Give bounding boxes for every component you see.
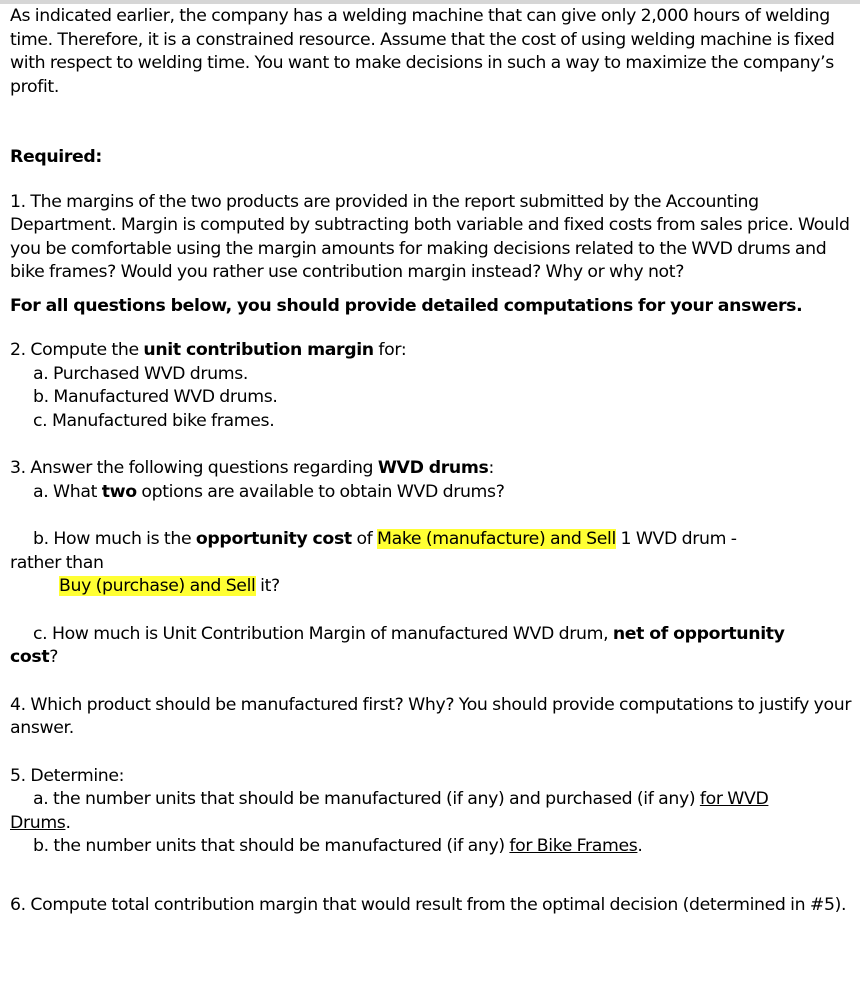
question-4: 4. Which product should be manufactured first? Why? You should provide computations to justify your answer. xyxy=(10,694,852,738)
question-2a: a. Purchased WVD drums. xyxy=(33,363,249,384)
question-3: 3. Answer the following questions regarding WVD drums: xyxy=(10,458,494,478)
question-2c: c. Manufactured bike frames. xyxy=(33,410,275,431)
question-5: 5. Determine: xyxy=(10,765,125,786)
document-body xyxy=(10,5,855,921)
question-1: 1. The margins of the two products are provided in the report submitted by the Accounting Department. Margin is computed by subtracting both variable and fixed costs from sales price. Would you be comfortable using the margin amounts for making decisions related to the WVD drums and bike frames? Would you rather use contribution margin instead? Why or why not? xyxy=(10,191,850,282)
question-2: 2. Compute the unit contribution margin for: xyxy=(10,340,407,360)
question-5a: a. the number units that should be manufactured (if any) and purchased (if any) for WVD xyxy=(33,789,769,809)
top-divider xyxy=(0,0,860,4)
question-5b: b. the number units that should be manufactured (if any) for Bike Frames. xyxy=(33,836,643,856)
link-wvd-drums: for WVD xyxy=(699,789,769,809)
highlight-buy-and-sell: Buy (purchase) and Sell xyxy=(59,576,256,596)
question-3c: c. How much is Unit Contribution Margin of manufactured WVD drum, net of opportunity xyxy=(33,623,785,644)
required-heading: Required: xyxy=(10,147,102,167)
question-2b: b. Manufactured WVD drums. xyxy=(33,387,278,407)
question-3b-end: Buy (purchase) and Sell it? xyxy=(59,576,280,596)
question-3c-cont: cost? xyxy=(10,647,59,667)
question-3b: b. How much is the opportunity cost of Make (manufacture) and Sell 1 WVD drum - xyxy=(33,529,737,549)
question-5a-cont: Drums. xyxy=(10,812,71,833)
all-questions-note: For all questions below, you should provide detailed computations for your answers. xyxy=(10,295,803,316)
question-3a: a. What two options are available to obtain WVD drums? xyxy=(33,481,505,502)
question-3b-cont: rather than xyxy=(10,552,104,573)
intro-paragraph: As indicated earlier, the company has a welding machine that can give only 2,000 hours of welding time. Therefore, it is a constrained resource. Assume that the cost of using welding machine is fixed with respect to welding time. You want to make decisions in such a way to maximize the company’s profit. xyxy=(10,6,835,97)
link-bike-frames: for Bike Frames xyxy=(509,836,638,856)
highlight-make-and-sell: Make (manufacture) and Sell xyxy=(377,529,616,549)
question-6: 6. Compute total contribution margin that would result from the optimal decision (determined in #5). xyxy=(10,894,847,915)
